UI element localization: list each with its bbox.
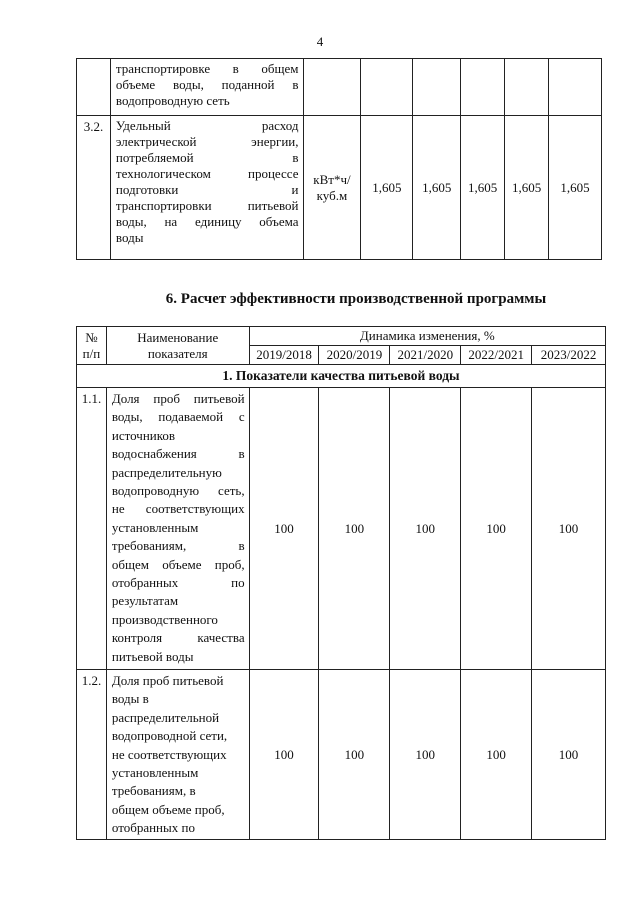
name-line: водоснабжения в bbox=[111, 446, 245, 462]
name-line: распределительную bbox=[111, 464, 222, 480]
header-period: 2022/2021 bbox=[461, 346, 532, 365]
name-line: водопроводную сеть, bbox=[111, 483, 245, 499]
value-cell bbox=[549, 59, 602, 116]
header-period: 2019/2018 bbox=[249, 346, 319, 365]
value-cell: 100 bbox=[532, 388, 606, 670]
indicator-name-cell bbox=[110, 59, 303, 116]
value-cell: 100 bbox=[319, 388, 390, 670]
row-num-cell: 1.2. bbox=[77, 670, 107, 840]
header-num-line: № bbox=[85, 329, 98, 345]
value-cell bbox=[361, 59, 413, 116]
row-num-cell: 3.2. bbox=[77, 116, 111, 260]
name-line: распределительной bbox=[111, 709, 220, 725]
value-cell: 1,605 bbox=[505, 116, 549, 260]
indicator-name-cell bbox=[106, 388, 249, 670]
indicators-table-continued bbox=[76, 58, 602, 260]
name-line: воды bbox=[115, 230, 144, 245]
group-row bbox=[77, 365, 606, 388]
name-line: Удельный расход bbox=[115, 118, 299, 133]
value-cell: 1,605 bbox=[461, 116, 505, 260]
group-title: 1. Показатели качества питьевой воды bbox=[77, 365, 606, 388]
name-line: объеме воды, поданной в bbox=[115, 77, 299, 92]
header-period: 2021/2020 bbox=[390, 346, 461, 365]
name-line: воды в bbox=[111, 691, 149, 707]
name-line: водопроводную сеть bbox=[115, 93, 230, 108]
value-cell: 100 bbox=[461, 670, 532, 840]
name-line: электрической энергии, bbox=[115, 134, 299, 149]
row-num-cell: 1.1. bbox=[77, 388, 107, 670]
table-row bbox=[77, 59, 602, 116]
efficiency-table bbox=[76, 326, 606, 840]
indicator-name-cell bbox=[106, 670, 249, 840]
header-name bbox=[106, 327, 249, 365]
name-line: питьевой воды bbox=[111, 648, 194, 664]
value-cell: 100 bbox=[390, 388, 461, 670]
name-line: производственного bbox=[111, 611, 218, 627]
value-cell: 1,605 bbox=[361, 116, 413, 260]
unit-cell bbox=[303, 59, 361, 116]
name-line: воды, подаваемой с bbox=[111, 409, 245, 425]
value-cell: 100 bbox=[319, 670, 390, 840]
value-cell: 100 bbox=[390, 670, 461, 840]
table-row bbox=[77, 670, 606, 840]
value-cell: 100 bbox=[249, 670, 319, 840]
name-line: требованиям, в bbox=[111, 538, 245, 554]
name-line: общем объеме проб, bbox=[111, 801, 225, 817]
header-name-line: показателя bbox=[147, 345, 208, 361]
unit-cell bbox=[303, 116, 361, 260]
name-line: не соответствующих bbox=[111, 501, 245, 517]
value-cell: 100 bbox=[532, 670, 606, 840]
row-num-cell bbox=[77, 59, 111, 116]
name-line: общем объеме проб, bbox=[111, 556, 245, 572]
page-number: 4 bbox=[316, 34, 324, 49]
name-line: транспортировки питьевой bbox=[115, 198, 299, 213]
unit-line: куб.м bbox=[316, 187, 348, 203]
indicator-name-cell bbox=[110, 116, 303, 260]
name-line: воды, на единицу объема bbox=[115, 214, 299, 229]
header-period: 2023/2022 bbox=[532, 346, 606, 365]
name-line: транспортировке в общем bbox=[115, 61, 299, 76]
name-line: Доля проб питьевой bbox=[111, 391, 245, 406]
value-cell bbox=[505, 59, 549, 116]
table-row bbox=[77, 388, 606, 670]
name-line: установленным bbox=[111, 765, 199, 781]
name-line: Доля проб питьевой bbox=[111, 673, 224, 688]
name-line: установленным bbox=[111, 519, 199, 535]
value-cell bbox=[461, 59, 505, 116]
header-num bbox=[77, 327, 107, 365]
header-period: 2020/2019 bbox=[319, 346, 390, 365]
name-line: источников bbox=[111, 427, 176, 443]
name-line: отобранных по bbox=[111, 575, 245, 591]
name-line: технологическом процессе bbox=[115, 166, 299, 181]
header-name-line: Наименование bbox=[137, 329, 219, 345]
name-line: требованиям, в bbox=[111, 783, 196, 799]
name-line: контроля качества bbox=[111, 630, 245, 646]
table-row bbox=[77, 116, 602, 260]
header-dynamics: Динамика изменения, % bbox=[249, 327, 605, 346]
value-cell: 100 bbox=[461, 388, 532, 670]
name-line: водопроводной сети, bbox=[111, 728, 228, 744]
header-row bbox=[77, 327, 606, 346]
name-line: не соответствующих bbox=[111, 746, 227, 762]
value-cell: 1,605 bbox=[549, 116, 602, 260]
value-cell: 100 bbox=[249, 388, 319, 670]
section-title: 6. Расчет эффективности производственной программы bbox=[165, 291, 547, 307]
value-cell: 1,605 bbox=[413, 116, 461, 260]
name-line: отобранных по bbox=[111, 820, 195, 836]
name-line: подготовки и bbox=[115, 182, 299, 197]
name-line: результатам bbox=[111, 593, 179, 609]
name-line: потребляемой в bbox=[115, 150, 299, 165]
value-cell bbox=[413, 59, 461, 116]
header-num-line: п/п bbox=[82, 345, 101, 361]
unit-line: кВт*ч/ bbox=[313, 171, 351, 187]
